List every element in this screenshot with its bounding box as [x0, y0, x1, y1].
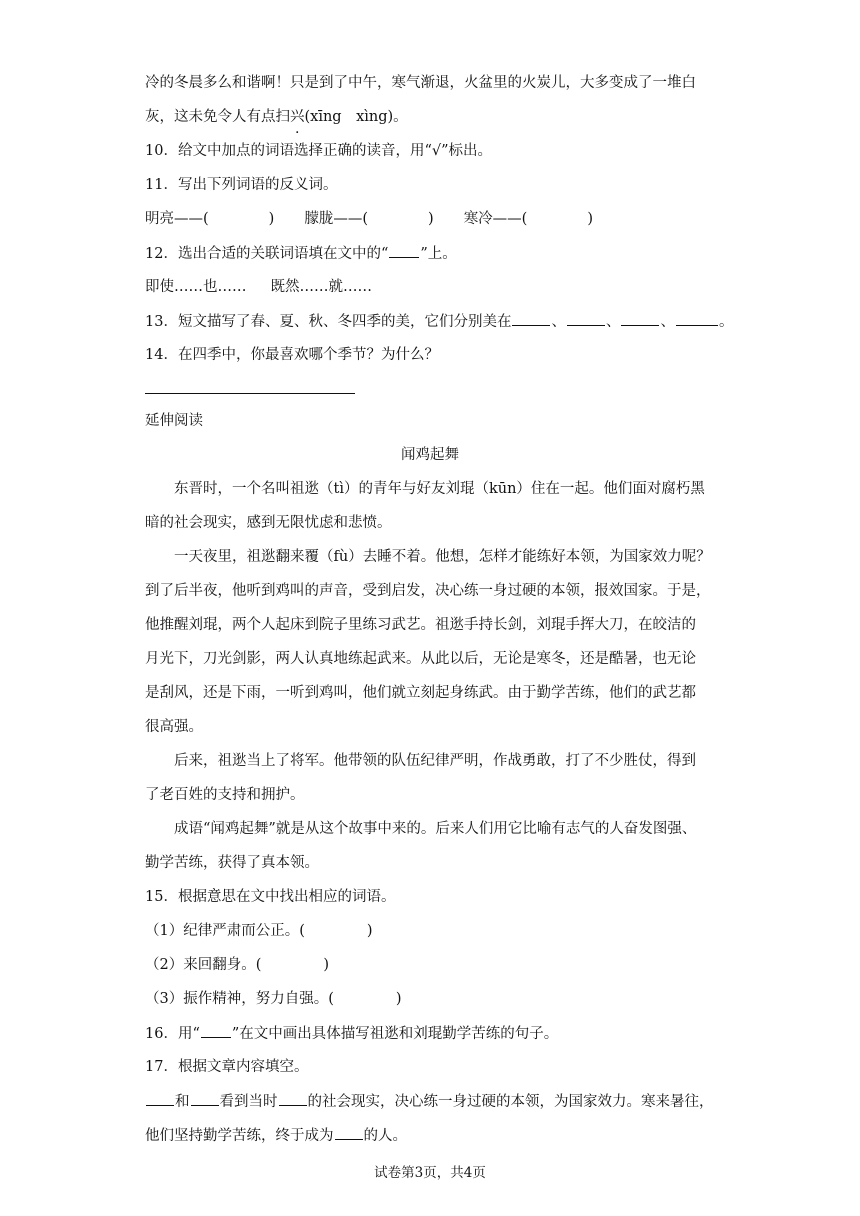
- answer-blank[interactable]: [335, 1125, 363, 1140]
- article-line: 了老百姓的支持和拥护。: [145, 787, 305, 803]
- article-title: 闻鸡起舞: [401, 447, 459, 463]
- question-14: 14．在四季中，你最喜欢哪个季节？为什么？: [145, 347, 439, 363]
- answer-line[interactable]: [145, 393, 355, 394]
- section-label: 延伸阅读: [145, 413, 203, 429]
- question-15-item: （1）纪律严肃而公正。( ): [145, 923, 373, 939]
- article-line: 暗的社会现实，感到无限忧虑和悲愤。: [145, 515, 392, 531]
- article-line: 是刮风，还是下雨，一听到鸡叫，他们就立刻起身练武。由于勤学苦练，他们的武艺都: [145, 685, 696, 701]
- question-12: 12．选出合适的关联词语填在文中的“ ”上。: [145, 243, 725, 264]
- question-17-line: 他们坚持勤学苦练，终于成为 的人。: [145, 1125, 725, 1146]
- question-10: 10．给文中加点的词语选择正确的读音，用“√”标出。: [145, 143, 493, 159]
- question-16: 16．用“ ”在文中画出具体描写祖逖和刘琨勤学苦练的句子。: [145, 1023, 725, 1044]
- answer-blank[interactable]: [676, 311, 718, 326]
- question-17: 17．根据文章内容填空。: [145, 1059, 309, 1075]
- article-line: 东晋时，一个名叫祖逖（tì）的青年与好友刘琨（kūn）住在一起。他们面对腐朽黑: [174, 481, 705, 497]
- article-line: 很高强。: [145, 719, 203, 735]
- question-13: 13．短文描写了春、夏、秋、冬四季的美，它们分别美在 、 、 、 。: [145, 311, 725, 332]
- article-line: 他推醒刘琨，两个人起床到院子里练习武艺。祖逖手持长剑，刘琨手挥大刀，在皎洁的: [145, 617, 696, 633]
- question-11-items: 明亮——( ) 朦胧——( ) 寒冷——( ): [145, 211, 594, 227]
- answer-blank[interactable]: [567, 311, 605, 326]
- article-line: 月光下，刀光剑影，两人认真地练起武来。从此以后，无论是寒冬，还是酷暑，也无论: [145, 651, 696, 667]
- article-line: 勤学苦练，获得了真本领。: [145, 855, 319, 871]
- answer-blank[interactable]: [621, 311, 659, 326]
- dotted-word: 兴: [290, 109, 305, 125]
- answer-blank[interactable]: [512, 311, 550, 326]
- passage-line: 灰，这未免令人有点扫兴(xīng xìng)。: [145, 109, 408, 125]
- question-15: 15．根据意思在文中找出相应的词语。: [145, 889, 396, 905]
- underline-sample: [201, 1023, 231, 1038]
- article-line: 一天夜里，祖逖翻来覆（fù）去睡不着。他想，怎样才能练好本领，为国家效力呢？: [174, 549, 711, 565]
- question-11: 11．写出下列词语的反义词。: [145, 177, 338, 193]
- passage-line: 冷的冬晨多么和谐啊！只是到了中午，寒气渐退，火盆里的火炭儿，大多变成了一堆白: [145, 75, 696, 91]
- question-15-item: （3）振作精神，努力自强。( ): [145, 991, 402, 1007]
- article-line: 成语“闻鸡起舞”就是从这个故事中来的。后来人们用它比喻有志气的人奋发图强、: [174, 821, 697, 837]
- fill-blank: [389, 243, 419, 258]
- question-15-item: （2）来回翻身。( ): [145, 957, 330, 973]
- question-12-options: 即使……也…… 既然……就……: [145, 279, 372, 295]
- article-line: 后来，祖逖当上了将军。他带领的队伍纪律严明，作战勇敢，打了不少胜仗，得到: [174, 753, 696, 769]
- answer-blank[interactable]: [191, 1091, 219, 1106]
- answer-blank[interactable]: [146, 1091, 174, 1106]
- page-footer: 试卷第3页，共4页: [374, 1165, 486, 1181]
- question-17-line: 和 看到当时 的社会现实，决心练一身过硬的本领，为国家效力。寒来暑往，: [145, 1091, 725, 1112]
- article-line: 到了后半夜，他听到鸡叫的声音，受到启发，决心练一身过硬的本领，报效国家。于是，: [145, 583, 711, 599]
- answer-blank[interactable]: [279, 1091, 307, 1106]
